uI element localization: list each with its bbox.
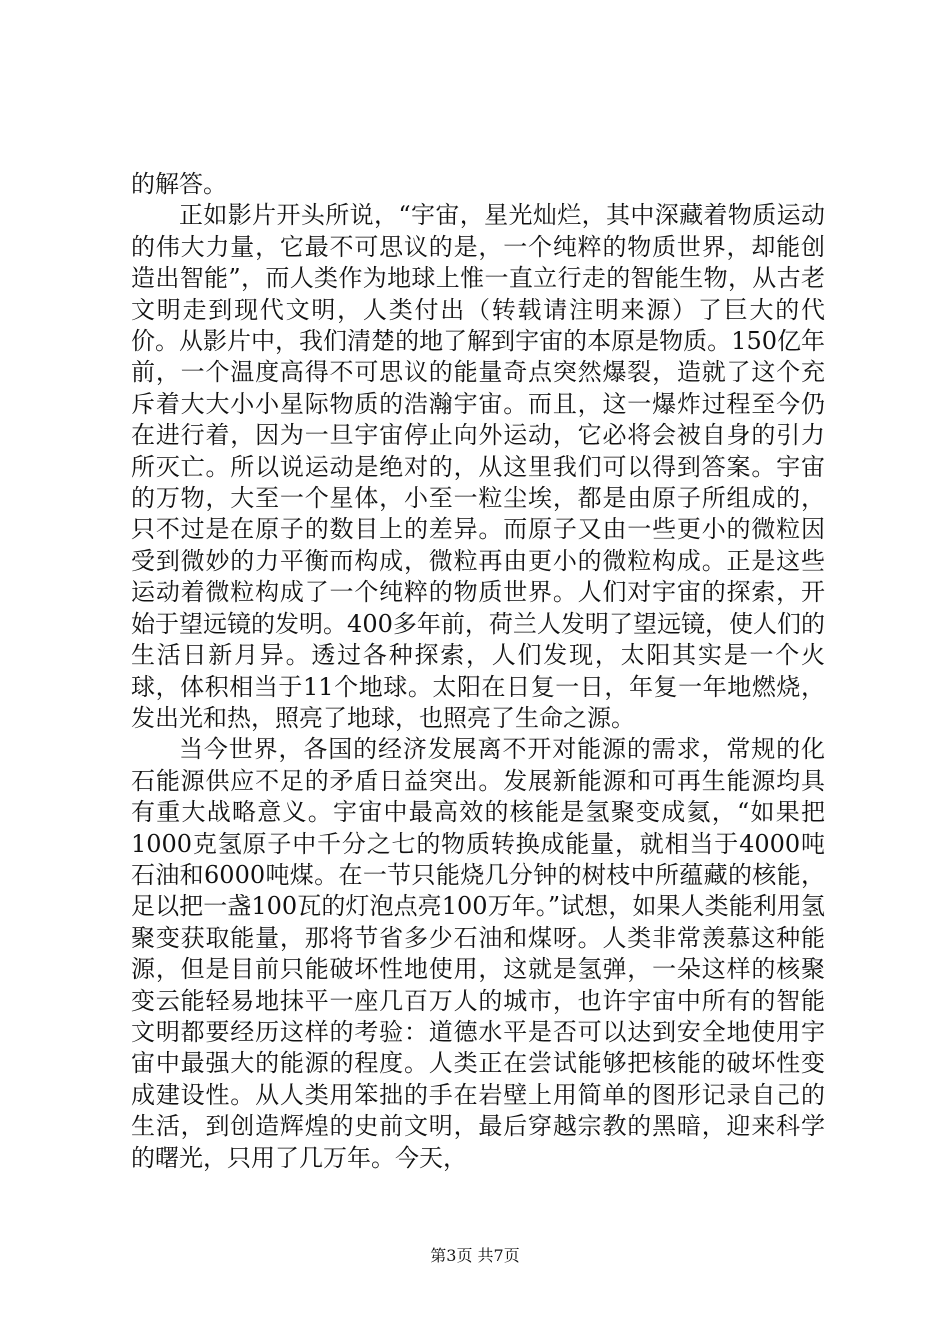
page-number-footer: 第3页 共7页 — [430, 1246, 520, 1265]
paragraph-energy: 当今世界，各国的经济发展离不开对能源的需求，常规的化石能源供应不足的矛盾日益突出。发展新能源和可再生能源均具有重大战略意义。宇宙中最高效的核能是氢聚变成氦，“如果把1000克氢原子中千分之七的物质转换成能量，就相当于4000吨石油和6000吨煤。在一节只能烧几分钟的树枝中所蕴藏的核能，足以把一盏100瓦的灯泡点亮100万年。”试想，如果人类能利用氢聚变获取能量，那将节省多少石油和煤呀。人类非常羡慕这种能源，但是目前只能破坏性地使用，这就是氢弹，一朵这样的核聚变云能轻易地抹平一座几百万人的城市，也许宇宙中所有的智能文明都要经历这样的考验：道德水平是否可以达到安全地使用宇宙中最强大的能源的程度。人类正在尝试能够把核能的破坏性变成建设性。从人类用笨拙的手在岩壁上用简单的图形记录自己的生活，到创造辉煌的史前文明，最后穿越宗教的黑暗，迎来科学的曙光，只用了几万年。今天， — [131, 735, 825, 1172]
paragraph-continuation: 的解答。 — [131, 170, 227, 198]
document-body — [131, 169, 825, 1174]
paragraph-universe: 正如影片开头所说，“宇宙，星光灿烂，其中深藏着物质运动的伟大力量，它最不可思议的是，一个纯粹的物质世界，却能创造出智能”，而人类作为地球上惟一直立行走的智能生物，从古老文明走到现代文明，人类付出（转载请注明来源）了巨大的代价。从影片中，我们清楚的地了解到宇宙的本原是物质。150亿年前，一个温度高得不可思议的能量奇点突然爆裂，造就了这个充斥着大大小小星际物质的浩瀚宇宙。而且，这一爆炸过程至今仍在进行着，因为一旦宇宙停止向外运动，它必将会被自身的引力所灭亡。所以说运动是绝对的，从这里我们可以得到答案。宇宙的万物，大至一个星体，小至一粒尘埃，都是由原子所组成的，只不过是在原子的数目上的差异。而原子又由一些更小的微粒因受到微妙的力平衡而构成，微粒再由更小的微粒构成。正是这些运动着微粒构成了一个纯粹的物质世界。人们对宇宙的探索，开始于望远镜的发明。400多年前，荷兰人发明了望远镜，使人们的生活日新月异。透过各种探索，人们发现，太阳其实是一个火球，体积相当于11个地球。太阳在日复一日，年复一年地燃烧，发出光和热，照亮了地球，也照亮了生命之源。 — [131, 201, 825, 732]
